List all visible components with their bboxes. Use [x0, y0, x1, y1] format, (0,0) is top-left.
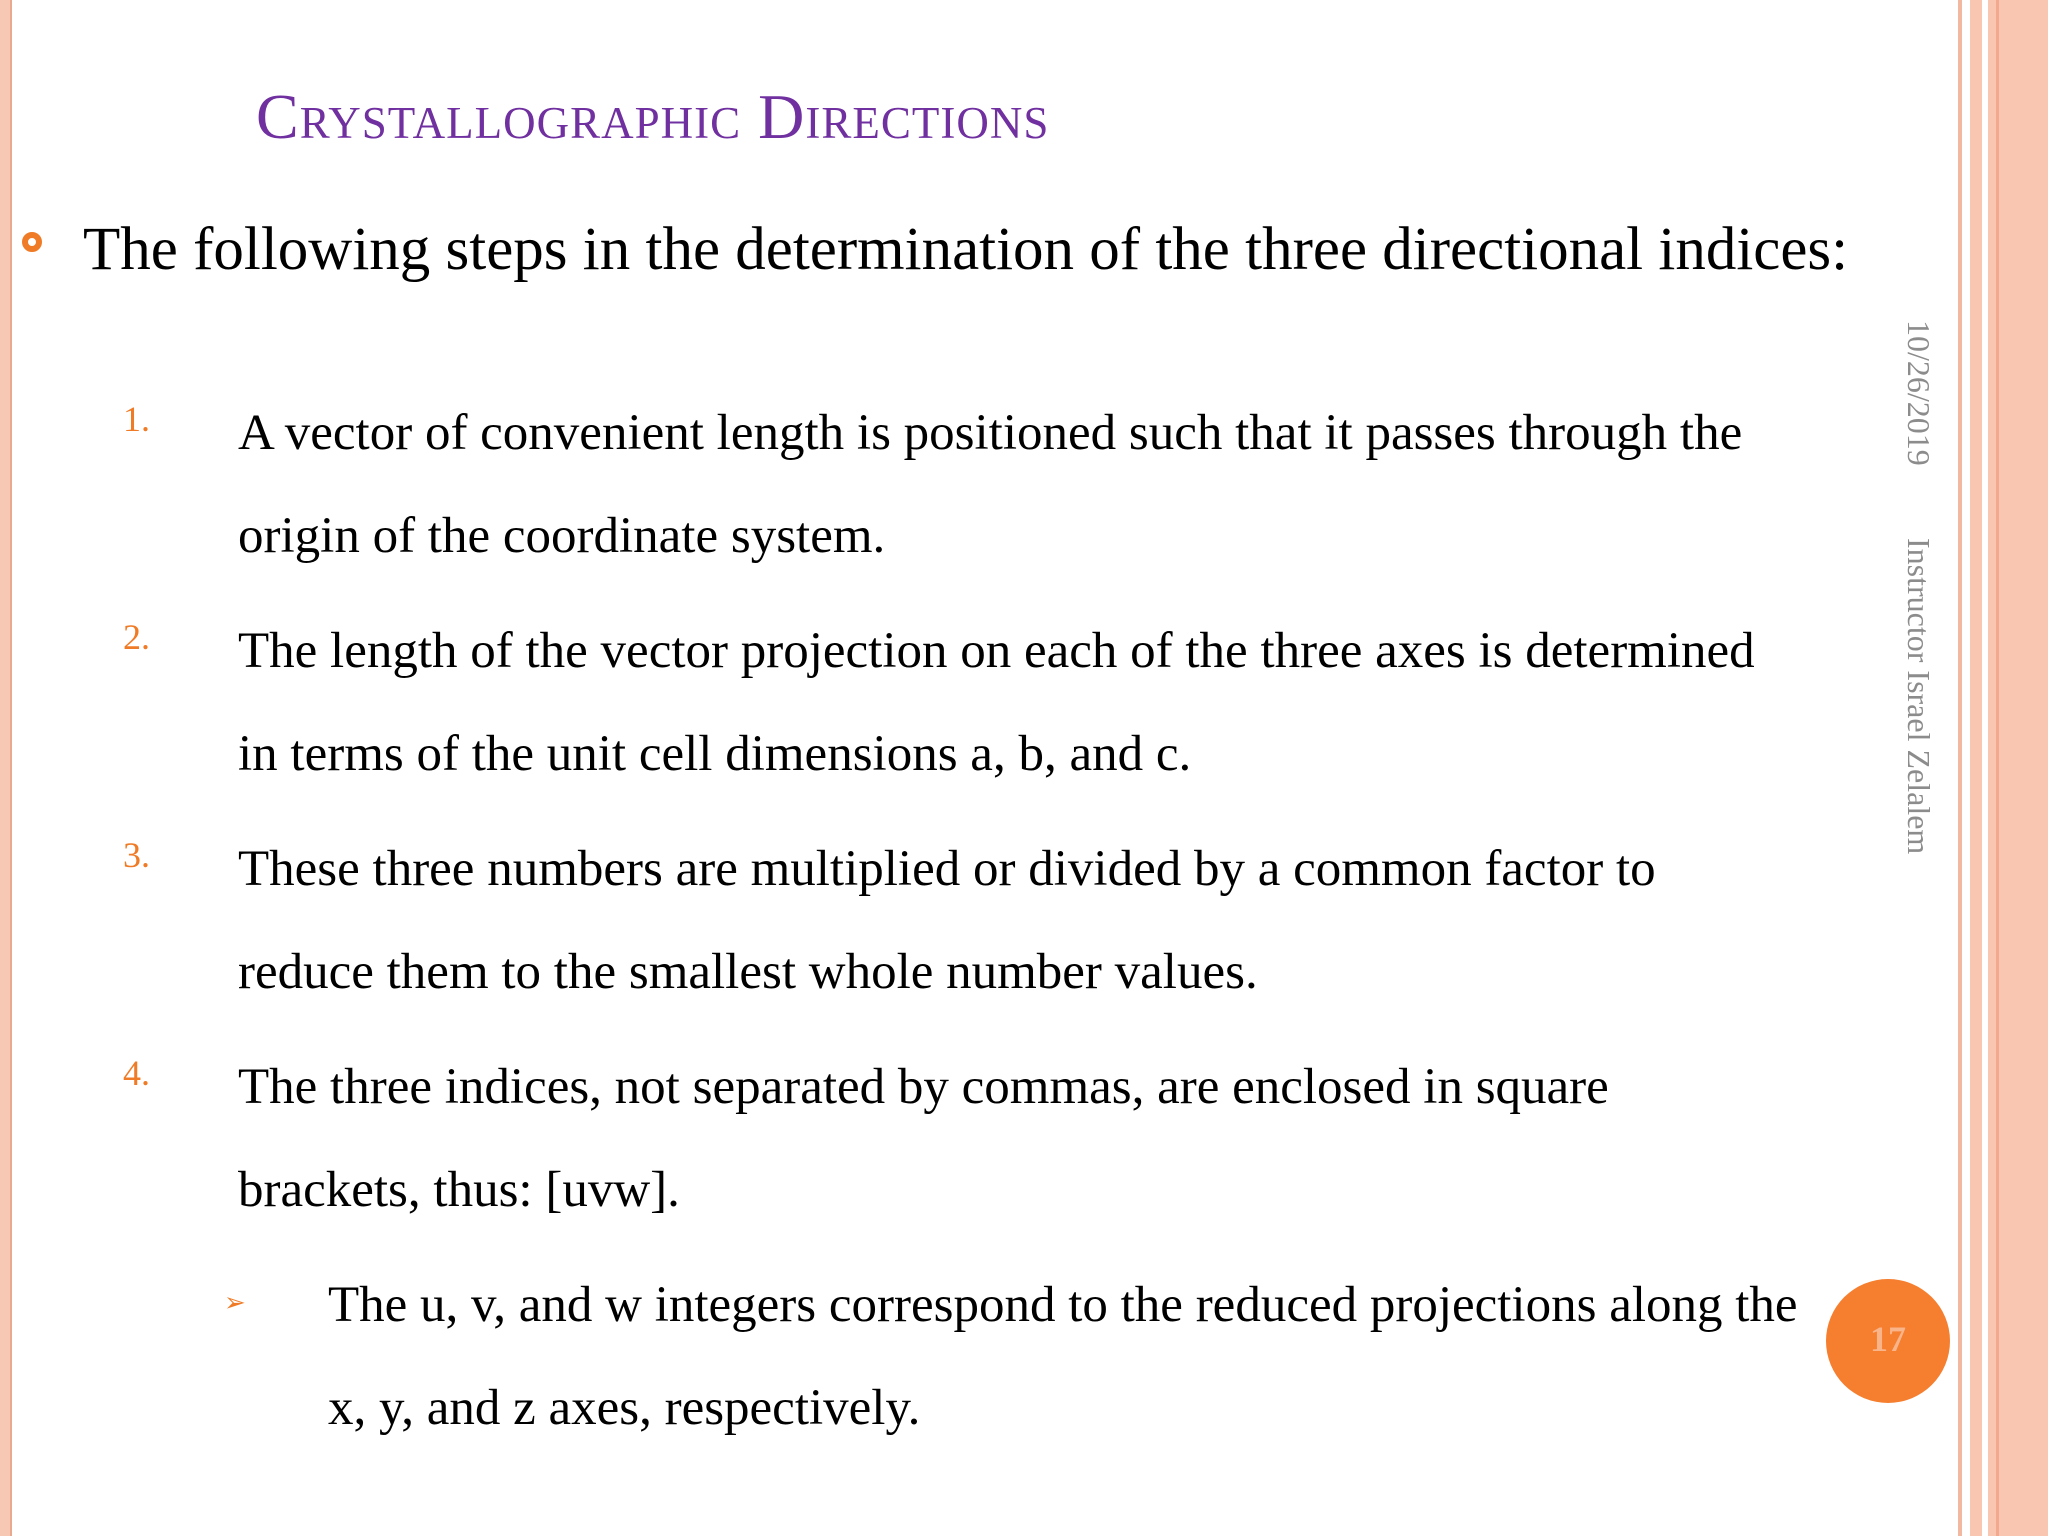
- intro-text: The following steps in the determination of the three directional indices:: [83, 216, 1849, 283]
- step-number: 3.: [123, 835, 150, 875]
- step-text-line: These three numbers are multiplied or divided by a common factor to: [238, 841, 1656, 897]
- step-text-line: A vector of convenient length is positioned such that it passes through the: [238, 405, 1743, 461]
- step-text-line: The three indices, not separated by commas, are enclosed in square: [238, 1059, 1609, 1115]
- step-number: 1.: [123, 399, 150, 439]
- right-border-line: [1996, 0, 1999, 1536]
- sub-point-text-line: The u, v, and w integers correspond to the reduced projections along the: [328, 1277, 1798, 1333]
- page-number: 17: [1870, 1319, 1906, 1359]
- step-text-line: origin of the coordinate system.: [238, 508, 886, 564]
- left-border: [0, 0, 12, 1536]
- side-date: 10/26/2019: [1901, 320, 1937, 466]
- side-author: Instructor Israel Zelalem: [1901, 538, 1937, 855]
- step-text-line: reduce them to the smallest whole number values.: [238, 944, 1258, 1000]
- step-text-line: The length of the vector projection on each of the three axes is determined: [238, 623, 1755, 679]
- step-number: 2.: [123, 617, 150, 657]
- step-number: 4.: [123, 1053, 150, 1093]
- slide-title: Crystallographic Directions: [256, 81, 1050, 152]
- arrow-bullet-icon: ➢: [224, 1288, 246, 1318]
- sub-point-text-line: x, y, and z axes, respectively.: [328, 1380, 921, 1436]
- step-text-line: brackets, thus: [uvw].: [238, 1162, 680, 1218]
- right-border-stripe: [1970, 0, 1982, 1536]
- step-text-line: in terms of the unit cell dimensions a, b, and c.: [238, 726, 1192, 782]
- ring-bullet-icon: [22, 232, 42, 252]
